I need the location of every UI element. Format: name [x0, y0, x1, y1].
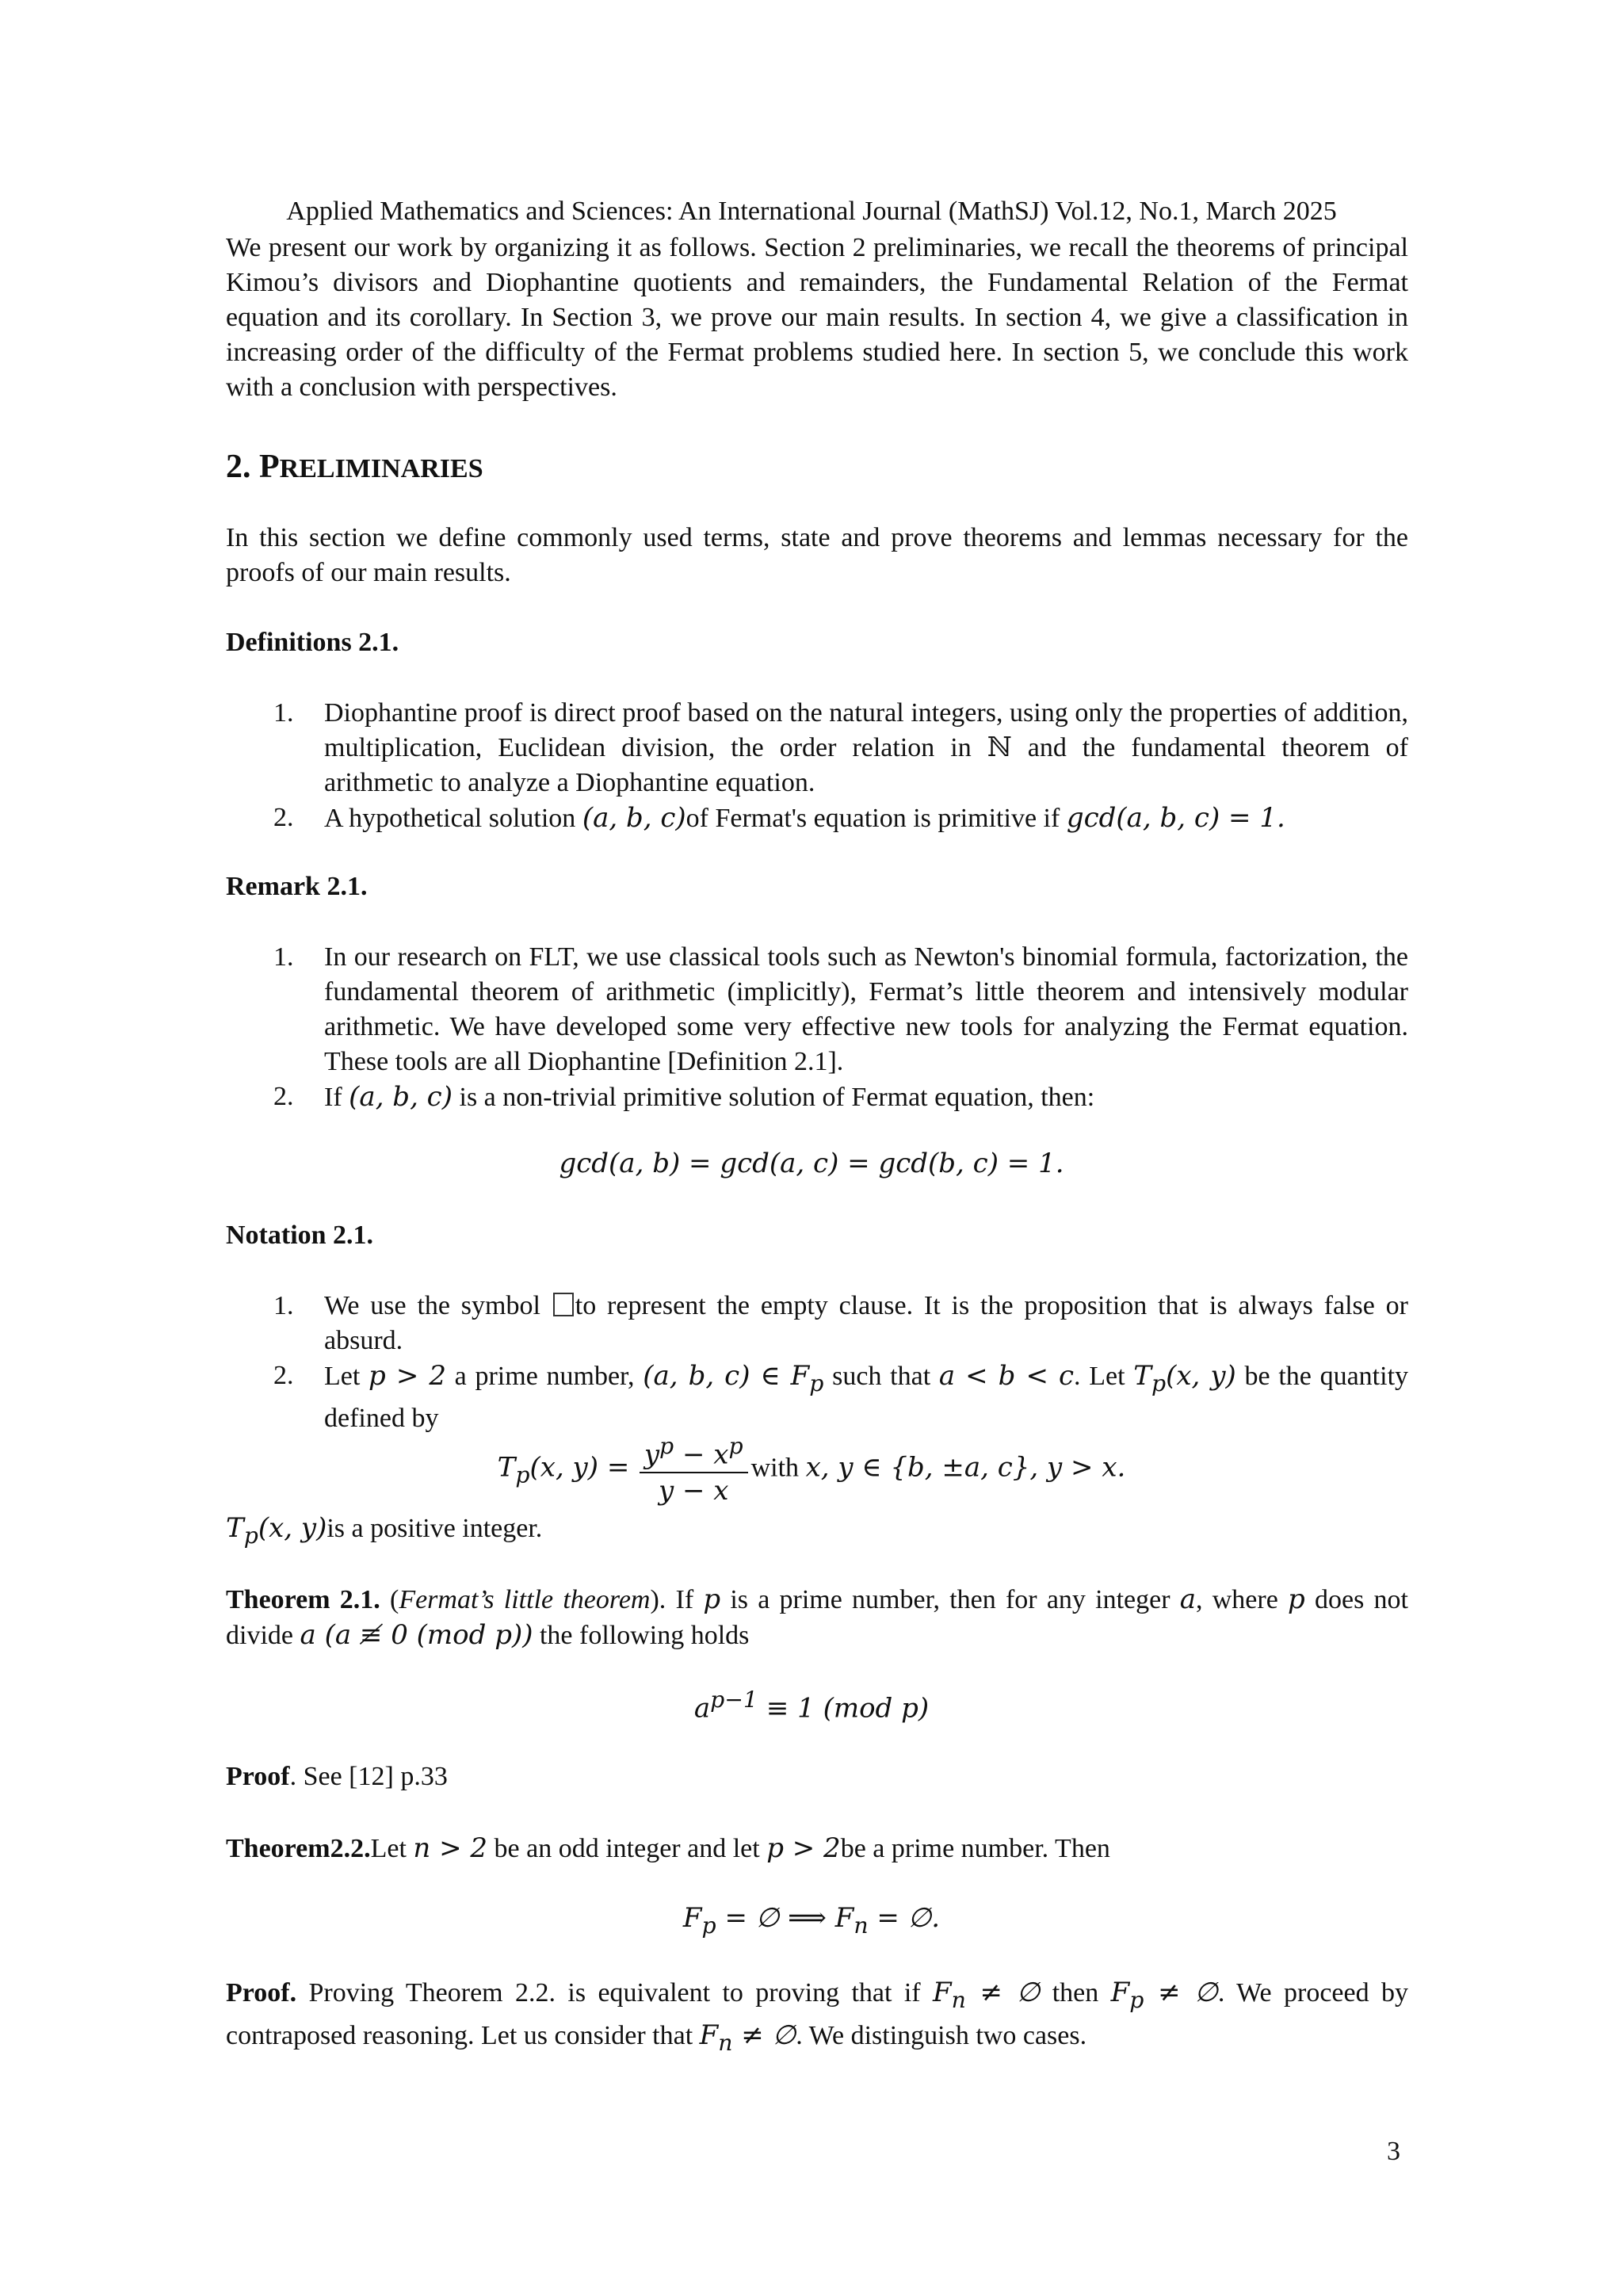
list-number: 2. [273, 1082, 294, 1111]
theorem-2-2: Theorem2.2.Let n > 2 be an odd integer and let p > 2be a prime number. Then [226, 1832, 1110, 1864]
intro-paragraph: We present our work by organizing it as follows. Section 2 preliminaries, we recall the theorems of principal Kimou’s divisors and Diophantine quotients and remainders, the Fundamental Relation of the Fermat equation and its corollary. In Section 3, we prove our main results. In section 4, we give a classification in increasing order of the difficulty of the Fermat problems studied here. In section 5, we conclude this work with a conclusion with perspectives. [226, 233, 1408, 402]
remark-text-2: If (a, b, c) is a non-trivial primitive solution of Fermat equation, then: [324, 1081, 1095, 1113]
proof-2-2: Proof. Proving Theorem 2.2. is equivalent to proving that if $F_n$ ≠ ∅ then $F_p$ ≠ ∅. We proceed by contraposed reasoning. Let us consider that $F_n$ ≠ ∅. We distinguish two cases. [226, 1977, 1408, 2056]
notation-item-1 [273, 1289, 1408, 1358]
notation-label: Notation 2.1. [226, 1221, 374, 1250]
notation-item-2 [273, 1358, 1408, 1436]
section-number: 2. [226, 449, 251, 485]
empty-clause-icon [553, 1293, 574, 1316]
remark-item-1 [273, 940, 1408, 1079]
definition-text-1: Diophantine proof is direct proof based on the natural integers, using only the properties of addition, multiplication, Euclidean division, the order relation in ℕ and the fundamental theorem of arithmetic to analyze a Diophantine equation. [324, 698, 1408, 797]
fermat-little-equation: $a^{p-1} \equiv 1$ (mod p) [693, 1687, 930, 1725]
notation-text-1: We use the symbol to represent the empty clause. It is the proposition that is always false or absurd. [324, 1291, 1408, 1355]
section-title-rest: RELIMINARIES [279, 454, 483, 483]
gcd-display-equation: gcd(a, b) = gcd(a, c) = gcd(b, c) = 1. [559, 1148, 1064, 1179]
section-intro: In this section we define commonly used terms, state and prove theorems and lemmas necessary for the proofs of our main results. [226, 523, 1408, 587]
section-title-initial: P [259, 449, 280, 485]
list-number: 1. [273, 942, 294, 972]
section-heading [226, 448, 483, 486]
definitions-label: Definitions 2.1. [226, 628, 399, 657]
theorem-label: Theorem 2.1. [226, 1585, 380, 1614]
tp-fraction: $\frac{y^p - x^p}{y - x}$ [640, 1433, 748, 1507]
notation-text-2: Let p > 2 a prime number, (a, b, c) ∈ $F_p$ such that a < b < c. Let $T_p(x$, y) be the quantity defined by [324, 1360, 1409, 1433]
remark-item-2 [273, 1079, 1408, 1115]
running-header: Applied Mathematics and Sciences: An International Journal (MathSJ) Vol.12, No.1, March 2025 [286, 197, 1337, 226]
remark-text-1: In our research on FLT, we use classical tools such as Newton's binomial formula, factorization, the fundamental theorem of arithmetic (implicitly), Fermat’s little theorem and intensively modular arithmetic. We have developed some very effective new tools for analyzing the Fermat equation. These tools are all Diophantine [Definition 2.1]. [324, 942, 1408, 1076]
definition-item-2 [273, 800, 1408, 836]
theorem-2-1: Theorem 2.1. (Fermat’s little theorem). If p is a prime number, then for any integer a, where p does not divide a (a ≢ 0 (mod p)) the following holds [226, 1584, 1408, 1651]
list-number: 1. [273, 1291, 294, 1320]
list-number: 2. [273, 1361, 294, 1390]
remark-label: Remark 2.1. [226, 872, 368, 901]
tp-positive-note: $T_p(x$, y)is a positive integer. [226, 1512, 543, 1549]
theorem-2-2-equation: $F_p$ = ∅ ⟹ $F_n$ = ∅. [682, 1902, 941, 1939]
tp-definition-equation: $T_p(x$, y) = $\frac{y^p - x^p}{y - x}$ with x, y ∈ {b, ±a, c}, y > x. [497, 1433, 1126, 1507]
list-number: 2. [273, 803, 294, 832]
definition-text-2: A hypothetical solution (a, b, c)of Fermat's equation is primitive if gcd(a, b, c) = 1. [324, 802, 1285, 834]
list-number: 1. [273, 698, 294, 728]
page-number: 3 [1387, 2137, 1400, 2166]
proof-2-1: Proof. See [12] p.33 [226, 1762, 448, 1791]
theorem-label: Theorem2.2. [226, 1834, 371, 1863]
definition-item-1 [273, 696, 1408, 800]
